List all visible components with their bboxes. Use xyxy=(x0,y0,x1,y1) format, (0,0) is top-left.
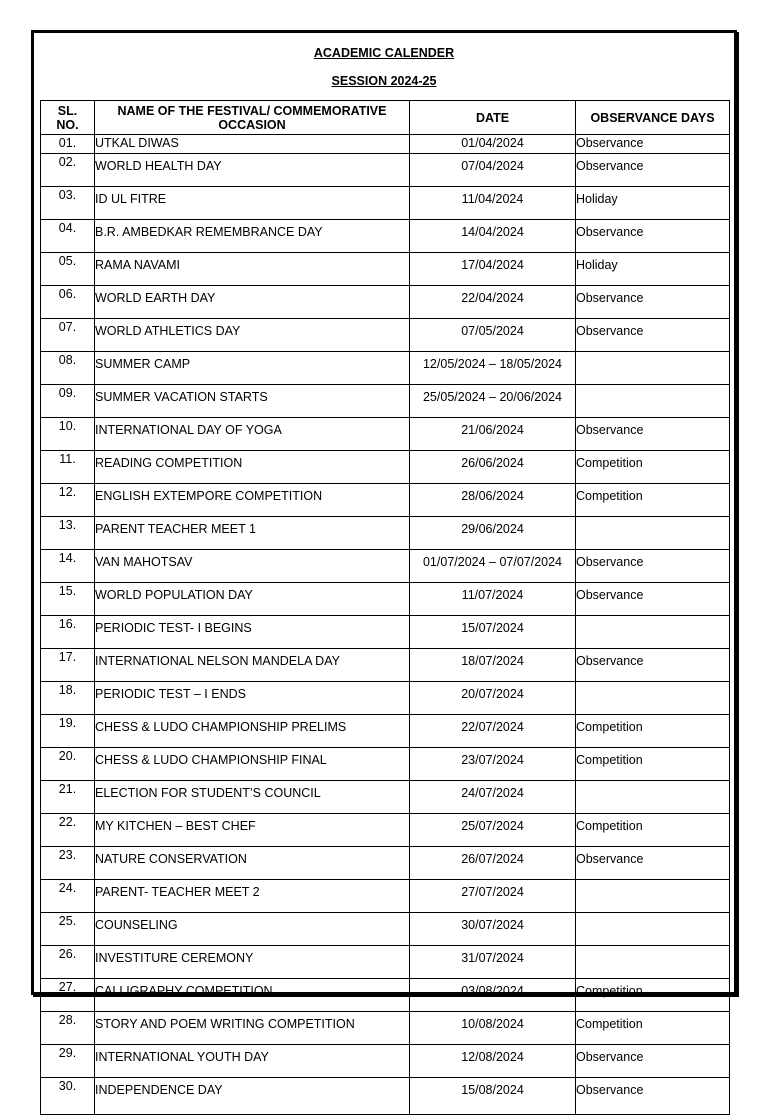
cell-observance-type: Observance xyxy=(576,1045,730,1078)
cell-occasion-name: INTERNATIONAL YOUTH DAY xyxy=(95,1045,410,1078)
cell-sl-no: 02. xyxy=(41,154,95,187)
cell-date: 12/05/2024 – 18/05/2024 xyxy=(410,352,576,385)
cell-sl-no: 17. xyxy=(41,649,95,682)
cell-observance-type xyxy=(576,385,730,418)
cell-observance-type: Observance xyxy=(576,135,730,154)
cell-sl-no: 09. xyxy=(41,385,95,418)
cell-sl-no: 04. xyxy=(41,220,95,253)
cell-observance-type: Competition xyxy=(576,979,730,1012)
header-name xyxy=(95,101,410,135)
session-title: SESSION 2024-25 xyxy=(331,74,437,88)
table-row xyxy=(41,484,730,517)
cell-sl-no: 13. xyxy=(41,517,95,550)
table-header-row xyxy=(41,101,730,135)
document-title: ACADEMIC CALENDER xyxy=(313,46,455,60)
cell-observance-type xyxy=(576,946,730,979)
cell-date: 17/04/2024 xyxy=(410,253,576,286)
cell-observance-type: Competition xyxy=(576,748,730,781)
table-row xyxy=(41,781,730,814)
cell-sl-no: 20. xyxy=(41,748,95,781)
cell-date: 31/07/2024 xyxy=(410,946,576,979)
header-name-line2: OCCASION xyxy=(218,117,286,132)
cell-date: 26/07/2024 xyxy=(410,847,576,880)
cell-sl-no: 08. xyxy=(41,352,95,385)
cell-date: 23/07/2024 xyxy=(410,748,576,781)
cell-occasion-name: INVESTITURE CEREMONY xyxy=(95,946,410,979)
table-row xyxy=(41,616,730,649)
cell-occasion-name: CALLIGRAPHY COMPETITION xyxy=(95,979,410,1012)
cell-observance-type: Observance xyxy=(576,220,730,253)
cell-date: 29/06/2024 xyxy=(410,517,576,550)
cell-occasion-name: VAN MAHOTSAV xyxy=(95,550,410,583)
cell-sl-no: 26. xyxy=(41,946,95,979)
cell-observance-type: Competition xyxy=(576,1012,730,1045)
table-row xyxy=(41,135,730,154)
cell-occasion-name: SUMMER VACATION STARTS xyxy=(95,385,410,418)
cell-occasion-name: ELECTION FOR STUDENT’S COUNCIL xyxy=(95,781,410,814)
cell-date: 20/07/2024 xyxy=(410,682,576,715)
cell-observance-type xyxy=(576,781,730,814)
table-row xyxy=(41,979,730,1012)
cell-date: 07/04/2024 xyxy=(410,154,576,187)
cell-occasion-name: STORY AND POEM WRITING COMPETITION xyxy=(95,1012,410,1045)
cell-sl-no: 01. xyxy=(41,135,95,154)
cell-sl-no: 25. xyxy=(41,913,95,946)
table-row xyxy=(41,1078,730,1115)
cell-sl-no: 15. xyxy=(41,583,95,616)
cell-observance-type xyxy=(576,517,730,550)
cell-occasion-name: READING COMPETITION xyxy=(95,451,410,484)
cell-occasion-name: NATURE CONSERVATION xyxy=(95,847,410,880)
table-row xyxy=(41,583,730,616)
cell-date: 01/07/2024 – 07/07/2024 xyxy=(410,550,576,583)
cell-observance-type: Holiday xyxy=(576,187,730,220)
cell-date: 15/08/2024 xyxy=(410,1078,576,1115)
cell-observance-type xyxy=(576,352,730,385)
table-row xyxy=(41,880,730,913)
cell-sl-no: 06. xyxy=(41,286,95,319)
cell-observance-type xyxy=(576,682,730,715)
cell-date: 10/08/2024 xyxy=(410,1012,576,1045)
cell-occasion-name: PERIODIC TEST- I BEGINS xyxy=(95,616,410,649)
cell-sl-no: 12. xyxy=(41,484,95,517)
cell-date: 25/05/2024 – 20/06/2024 xyxy=(410,385,576,418)
cell-observance-type xyxy=(576,913,730,946)
cell-observance-type: Competition xyxy=(576,715,730,748)
table-row xyxy=(41,385,730,418)
cell-sl-no: 03. xyxy=(41,187,95,220)
cell-occasion-name: B.R. AMBEDKAR REMEMBRANCE DAY xyxy=(95,220,410,253)
table-row xyxy=(41,154,730,187)
table-row xyxy=(41,352,730,385)
header-date: DATE xyxy=(410,101,576,135)
cell-sl-no: 19. xyxy=(41,715,95,748)
cell-occasion-name: RAMA NAVAMI xyxy=(95,253,410,286)
cell-occasion-name: UTKAL DIWAS xyxy=(95,135,410,154)
cell-observance-type: Observance xyxy=(576,583,730,616)
header-sl-line2: NO. xyxy=(56,117,79,132)
cell-observance-type: Competition xyxy=(576,484,730,517)
table-row xyxy=(41,946,730,979)
cell-occasion-name: SUMMER CAMP xyxy=(95,352,410,385)
cell-occasion-name: INTERNATIONAL DAY OF YOGA xyxy=(95,418,410,451)
cell-observance-type xyxy=(576,616,730,649)
table-row xyxy=(41,1045,730,1078)
cell-occasion-name: CHESS & LUDO CHAMPIONSHIP FINAL xyxy=(95,748,410,781)
cell-observance-type: Observance xyxy=(576,319,730,352)
table-row xyxy=(41,1012,730,1045)
cell-sl-no: 16. xyxy=(41,616,95,649)
cell-occasion-name: PARENT- TEACHER MEET 2 xyxy=(95,880,410,913)
cell-observance-type xyxy=(576,880,730,913)
cell-date: 21/06/2024 xyxy=(410,418,576,451)
cell-occasion-name: WORLD ATHLETICS DAY xyxy=(95,319,410,352)
cell-occasion-name: PERIODIC TEST – I ENDS xyxy=(95,682,410,715)
table-row xyxy=(41,748,730,781)
cell-sl-no: 14. xyxy=(41,550,95,583)
cell-occasion-name: MY KITCHEN – BEST CHEF xyxy=(95,814,410,847)
cell-observance-type: Observance xyxy=(576,847,730,880)
table-body xyxy=(41,135,730,1115)
table-row xyxy=(41,286,730,319)
cell-sl-no: 29. xyxy=(41,1045,95,1078)
academic-calendar-table xyxy=(40,100,730,1115)
table-row xyxy=(41,253,730,286)
cell-observance-type: Observance xyxy=(576,1078,730,1115)
cell-date: 27/07/2024 xyxy=(410,880,576,913)
cell-sl-no: 30. xyxy=(41,1078,95,1115)
table-row xyxy=(41,220,730,253)
cell-sl-no: 28. xyxy=(41,1012,95,1045)
table-row xyxy=(41,913,730,946)
cell-observance-type: Competition xyxy=(576,814,730,847)
cell-sl-no: 21. xyxy=(41,781,95,814)
header-sl-no xyxy=(41,101,95,135)
cell-sl-no: 23. xyxy=(41,847,95,880)
cell-occasion-name: WORLD POPULATION DAY xyxy=(95,583,410,616)
cell-date: 30/07/2024 xyxy=(410,913,576,946)
cell-occasion-name: COUNSELING xyxy=(95,913,410,946)
table-row xyxy=(41,319,730,352)
cell-date: 25/07/2024 xyxy=(410,814,576,847)
table-row xyxy=(41,847,730,880)
cell-date: 22/07/2024 xyxy=(410,715,576,748)
table-row xyxy=(41,550,730,583)
cell-occasion-name: PARENT TEACHER MEET 1 xyxy=(95,517,410,550)
cell-observance-type: Observance xyxy=(576,286,730,319)
document-page xyxy=(31,30,737,1097)
cell-occasion-name: WORLD EARTH DAY xyxy=(95,286,410,319)
cell-observance-type: Observance xyxy=(576,550,730,583)
cell-observance-type: Observance xyxy=(576,649,730,682)
cell-observance-type: Observance xyxy=(576,418,730,451)
table-row xyxy=(41,715,730,748)
table-row xyxy=(41,649,730,682)
cell-observance-type: Competition xyxy=(576,451,730,484)
header-observance: OBSERVANCE DAYS xyxy=(576,101,730,135)
cell-date: 07/05/2024 xyxy=(410,319,576,352)
cell-sl-no: 27. xyxy=(41,979,95,1012)
cell-observance-type: Holiday xyxy=(576,253,730,286)
cell-date: 24/07/2024 xyxy=(410,781,576,814)
cell-date: 15/07/2024 xyxy=(410,616,576,649)
table-row xyxy=(41,682,730,715)
cell-date: 11/04/2024 xyxy=(410,187,576,220)
table-row xyxy=(41,814,730,847)
cell-occasion-name: CHESS & LUDO CHAMPIONSHIP PRELIMS xyxy=(95,715,410,748)
cell-sl-no: 05. xyxy=(41,253,95,286)
cell-sl-no: 24. xyxy=(41,880,95,913)
cell-date: 11/07/2024 xyxy=(410,583,576,616)
cell-date: 28/06/2024 xyxy=(410,484,576,517)
cell-occasion-name: WORLD HEALTH DAY xyxy=(95,154,410,187)
cell-date: 01/04/2024 xyxy=(410,135,576,154)
cell-occasion-name: INDEPENDENCE DAY xyxy=(95,1078,410,1115)
cell-date: 14/04/2024 xyxy=(410,220,576,253)
cell-date: 18/07/2024 xyxy=(410,649,576,682)
cell-date: 03/08/2024 xyxy=(410,979,576,1012)
cell-sl-no: 07. xyxy=(41,319,95,352)
header-sl-line1: SL. xyxy=(57,103,78,118)
table-row xyxy=(41,418,730,451)
table-row xyxy=(41,187,730,220)
header-name-line1: NAME OF THE FESTIVAL/ COMMEMORATIVE xyxy=(117,103,387,118)
cell-observance-type: Observance xyxy=(576,154,730,187)
cell-date: 22/04/2024 xyxy=(410,286,576,319)
cell-sl-no: 18. xyxy=(41,682,95,715)
cell-date: 26/06/2024 xyxy=(410,451,576,484)
table-row xyxy=(41,451,730,484)
cell-occasion-name: INTERNATIONAL NELSON MANDELA DAY xyxy=(95,649,410,682)
cell-date: 12/08/2024 xyxy=(410,1045,576,1078)
cell-sl-no: 11. xyxy=(41,451,95,484)
cell-occasion-name: ID UL FITRE xyxy=(95,187,410,220)
cell-sl-no: 22. xyxy=(41,814,95,847)
cell-occasion-name: ENGLISH EXTEMPORE COMPETITION xyxy=(95,484,410,517)
cell-sl-no: 10. xyxy=(41,418,95,451)
table-row xyxy=(41,517,730,550)
